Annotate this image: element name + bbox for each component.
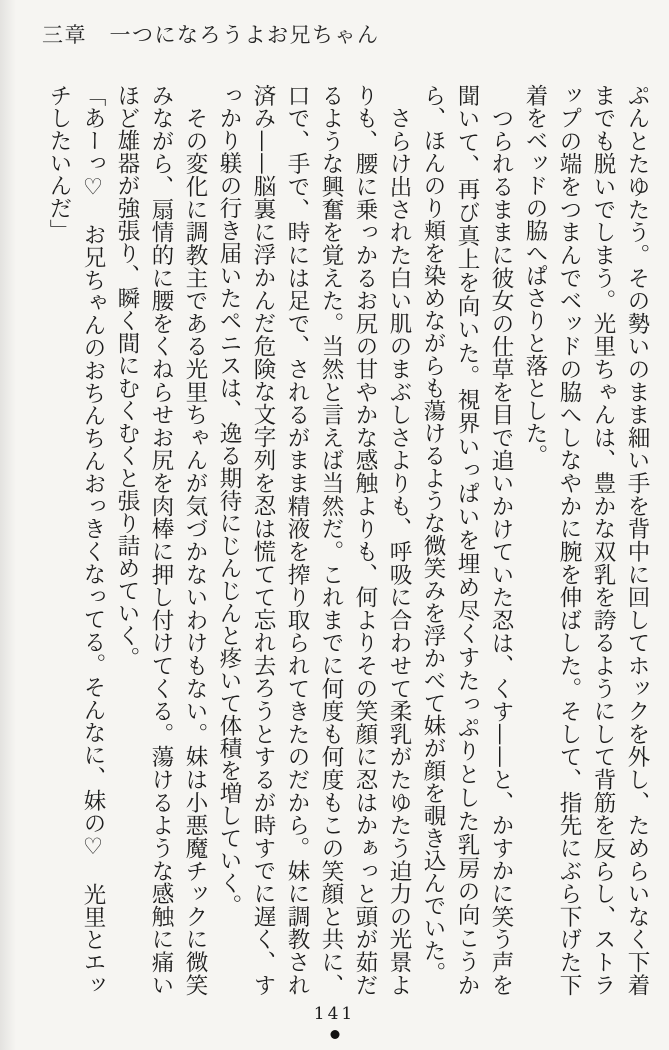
paragraph-1: ぷんとたゆたう。その勢いのまま細い手を背中に回してホックを外し、ためらいなく下着までも脱いでしまう。光里ちゃんは、豊かな双乳を誇るようにして背筋を反らし、ストラップの端をつまんでベッドの脇へしなやかに腕を伸ばした。そして、指先にぶら下げた下着をベッドの脇へぱさりと落とした。 xyxy=(522,84,650,996)
main-text-block xyxy=(42,84,654,996)
page-number: 141 xyxy=(313,1004,356,1024)
paragraph-3: さらけ出された白い肌のまぶしさよりも、呼吸に合わせて柔乳がたゆたう迫力の光景よりも、腰に乗っかるお尻の甘やかな感触よりも、何よりその笑顔に忍はかぁっと頭が茹だるような興奮を覚えた。当然と言えば当然だ。これまでに何度も何度もこの笑顔と共に、口で、手で、時には足で、されるがまま精液を搾り取られてきたのだから。妹に調教され済み——脳裏に浮かんだ危険な文字列を忍は慌てて忘れ去ろうとするが時すでに遅く、すっかり躾の行き届いたペニスは、逸る期待にじんじんと疼いて体積を増していく。 xyxy=(216,84,412,997)
page-footer xyxy=(0,1002,669,1050)
chapter-header: 三章 一つになろうよお兄ちゃん xyxy=(42,23,380,47)
paragraph-4: その変化に調教主である光里ちゃんが気づかないわけもない。妹は小悪魔チックに微笑みながら、扇情的に腰をくねらせお尻を肉棒に押し付けてくる。蕩けるような感触に痛いほど雄器が強張り、瞬く間にむくむくと張り詰めていく。 xyxy=(114,84,208,996)
paragraph-5-dialogue: 「あーっ♡ お兄ちゃんのおちんちんおっきくなってる。そんなに、妹の♡ 光里とエッチしたいんだ」 xyxy=(46,84,106,996)
page-marker-dot xyxy=(330,1030,339,1039)
paragraph-2: つられるままに彼女の仕草を目で追いかけていた忍は、くす——と、かすかに笑う声を聞いて、再び真上を向いた。視界いっぱいを埋め尽くすたっぷりとした乳房の向こうから、ほんのり頬を染めながらも蕩けるような微笑みを浮かべて妹が顔を覗き込んでいた。 xyxy=(420,84,514,997)
